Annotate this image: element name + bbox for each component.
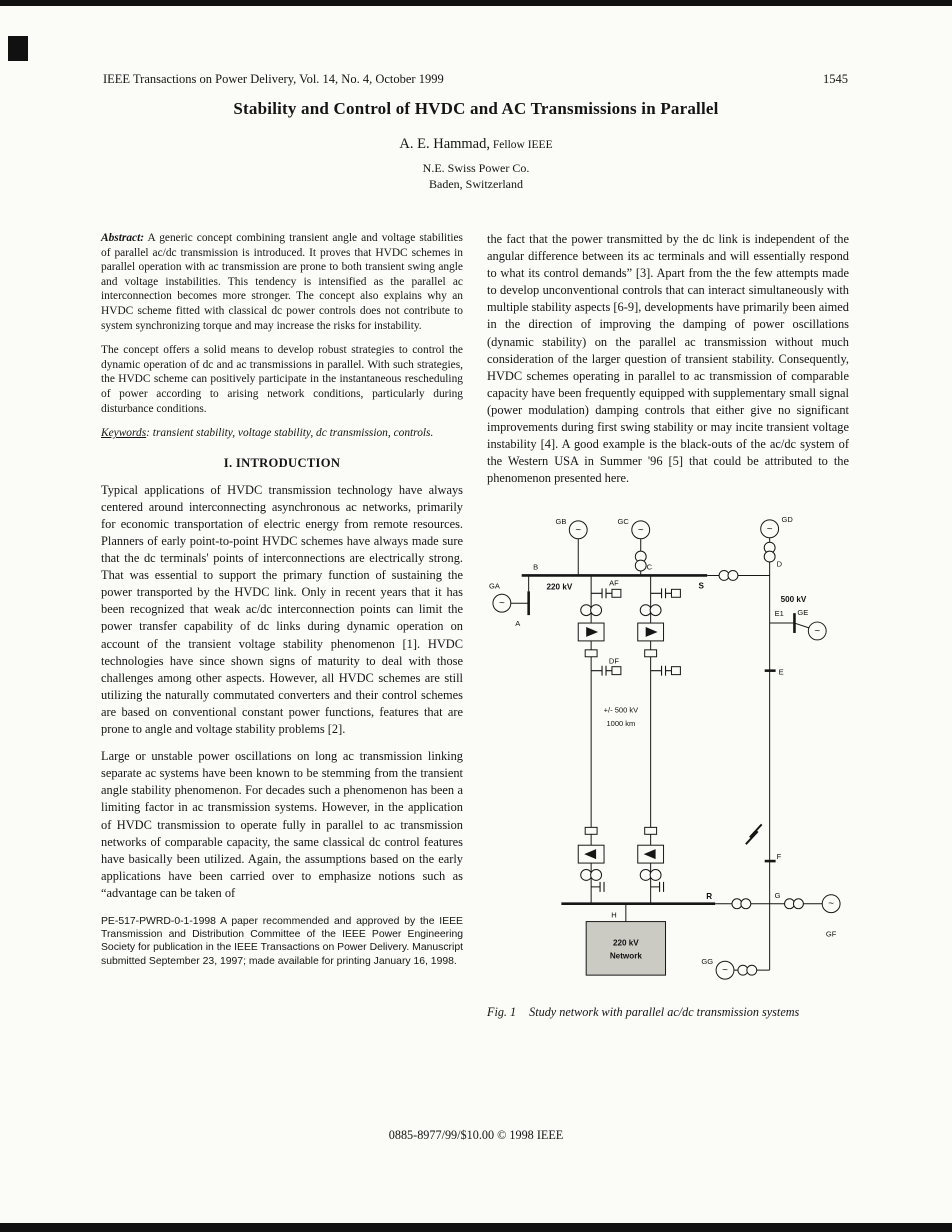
keywords-text: : transient stability, voltage stability, dc transmission, controls.: [146, 427, 434, 440]
right-column: [487, 231, 849, 1021]
label-gd: GD: [781, 515, 793, 525]
abstract-paragraph-1: [101, 231, 463, 333]
label-gc: GC: [617, 517, 629, 527]
right-paragraph-1: the fact that the power transmitted by the dc link is independent of the angular difference between its ac terminals and will essentially respond to what its control demands” [3]. Apart from the the few attempts made to develop unconventional controls that can interact simultaneously with multiple stability aspects [6-9], developments have primarily been aimed in the direction of improving the damping of power oscillations (dynamic stability) on the parallel ac transmission without much consideration of the larger question of transient stability. Consequently, HVDC schemes operating in parallel to ac transmission of comparable capacity have been frequently equipped with supplementary small signal (power modulation) damping controls that either give no significant improvements during first swing stability or may incite transient voltage instability [4]. A good example is the black-outs of the ac/dc system of the Western USA in Summer '96 [5] that could be attributed to the phenomenon presented here.: [487, 232, 849, 486]
generator-symbol: ~: [828, 899, 835, 911]
label-dc-length: 1000 km: [606, 719, 636, 729]
affiliation: [0, 161, 952, 192]
author-suffix: Fellow IEEE: [490, 139, 553, 151]
label-s: S: [698, 581, 704, 591]
scan-artifact-bottom: [0, 1223, 952, 1232]
author-name: A. E. Hammad,: [399, 136, 490, 152]
bottom-filter-right: [651, 882, 664, 892]
smoothing-reactor: [585, 650, 597, 657]
smoothing-reactor: [645, 650, 657, 657]
label-gb: GB: [555, 517, 567, 527]
label-ge: GE: [797, 608, 809, 618]
generator-symbol: ~: [637, 525, 644, 537]
network-box: [586, 922, 665, 976]
bottom-filter-left: [591, 882, 604, 892]
label-r: R: [706, 892, 713, 902]
dc-filter-left: [591, 666, 621, 676]
label-e: E: [778, 668, 784, 678]
smoothing-reactor: [585, 828, 597, 835]
converter-transformers: [581, 605, 661, 881]
label-b: B: [533, 562, 539, 572]
two-column-body: [101, 231, 849, 1021]
figure-caption-label: Fig. 1: [487, 1005, 517, 1020]
generators: [493, 520, 840, 979]
affiliation-line2: Baden, Switzerland: [429, 176, 523, 191]
label-bus-500kv: 500 kV: [780, 595, 807, 605]
figure-caption: [487, 1004, 849, 1021]
label-gf: GF: [825, 929, 837, 939]
abstract-text-1: A generic concept combining transient angle and voltage stabilities of parallel ac/dc transmission is introduced. It proves that HVDC schemes in parallel operation with ac transmission are prone to both transient swing angle and voltage instabilities. This tendency is intensified as the parallel ac interconnection becomes more stronger. The concept also explains why an HVDC scheme fitted with classical dc power controls does not contribute to system synchronizing torque and may increase the risks for instability.: [101, 232, 463, 332]
first-page-footnote: PE-517-PWRD-0-1-1998 A paper recommended and approved by the IEEE Transmission and Distribution Committee of the IEEE Power Engineering Society for publication in the IEEE Transactions on Power Delivery. Manuscript submitted September 23, 1997; made available for printing January 16, 1998.: [101, 915, 463, 967]
left-column: [101, 231, 463, 1021]
abstract-paragraph-2: The concept offers a solid means to develop robust strategies to control the dynamic operation of dc and ac transmissions in parallel. With such strategies, the HVDC scheme can positively participate in the instantaneous rescheduling of power according to arising network conditions, particularly during disturbance conditions.: [101, 344, 463, 415]
scan-artifact-top: [0, 0, 952, 6]
figure-caption-text: Study network with parallel ac/dc transmission systems: [529, 1005, 800, 1020]
ac-filter-right: [651, 589, 681, 599]
label-df: DF: [608, 657, 619, 667]
label-af: AF: [609, 578, 619, 588]
byline: [0, 136, 952, 153]
section-heading-introduction: I. INTRODUCTION: [223, 455, 341, 470]
rectifier-station: [578, 623, 663, 641]
label-c: C: [646, 562, 653, 572]
paper-title: Stability and Control of HVDC and AC Transmissions in Parallel: [233, 99, 719, 118]
keywords-label: Keywords: [101, 427, 147, 440]
keywords: [101, 426, 463, 441]
generator-symbol: ~: [498, 598, 505, 610]
label-a: A: [515, 619, 521, 629]
label-gg: GG: [701, 957, 714, 967]
intro-paragraph-2: Large or unstable power oscillations on long ac transmission linking separate ac systems have been known to be stemming from the transient angle stability phenomenon. For decades such a phenomenon has been a limiting factor in ac transmission systems. However, in the application of HVDC transmission to operate fully in parallel to ac transmission networks of comparable capacity, the same classical dc control features have basically been utilized. Again, the assumptions based on the early applications have been carried over to emphasize notions such as “advantage can be taken of: [101, 749, 463, 900]
generator-symbol: ~: [814, 626, 821, 638]
copyright-line: 0885-8977/99/$10.00 © 1998 IEEE: [388, 1128, 564, 1142]
page-number: 1545: [823, 72, 848, 86]
label-h: H: [611, 911, 617, 921]
figure-1: [487, 511, 849, 1021]
scan-artifact-blob: [8, 36, 28, 61]
label-e1: E1: [774, 609, 784, 619]
generator-symbol: ~: [575, 525, 582, 537]
label-dc-voltage: +/- 500 kV: [603, 705, 639, 715]
label-g: G: [774, 891, 781, 901]
journal-header: IEEE Transactions on Power Delivery, Vol. 14, No. 4, October 1999: [103, 72, 444, 86]
intro-paragraph-1: Typical applications of HVDC transmission technology have always centered around interconnecting asynchronous ac networks, primarily for economic transportation of electric energy from remote resources. Planners of early point-to-point HVDC schemes have always made sure that the dc terminals' points of interconnections are electrically strong. That was essential to support the primary function of sustaining the power transported by the HVDC link. Only in recent years that it has been recognized that weak ac/dc interconnection points can limit the power transfer capability of dc links during dynamic operation on account of the transient voltage stability phenomenon [1]. HVDC technologies have since shown signs of maturity to deal with those challenges among other aspects. However, all HVDC schemes are still utilizing the naturally commutated converters and their control schemes are based on conventional constant power functions, features that are prone to angle and voltage stability problems [2].: [101, 482, 463, 737]
ac-filter-left: [591, 589, 621, 599]
label-d: D: [776, 559, 783, 569]
study-network-diagram: [487, 511, 849, 989]
generator-symbol: ~: [766, 524, 773, 536]
inverter-station: [578, 846, 663, 864]
running-header: [103, 72, 848, 87]
smoothing-reactor: [645, 828, 657, 835]
affiliation-line1: N.E. Swiss Power Co.: [422, 161, 530, 175]
generator-symbol: ~: [722, 965, 728, 977]
label-bus-220kv: 220 kV: [546, 582, 573, 592]
wire-ge: [794, 623, 809, 628]
label-network-2: Network: [609, 951, 642, 961]
dc-filter-right: [651, 666, 681, 676]
abstract-label: Abstract:: [101, 232, 145, 244]
label-f: F: [776, 852, 782, 862]
label-ga: GA: [488, 581, 500, 591]
label-network-1: 220 kV: [612, 938, 639, 948]
fault-icon: [746, 825, 762, 845]
